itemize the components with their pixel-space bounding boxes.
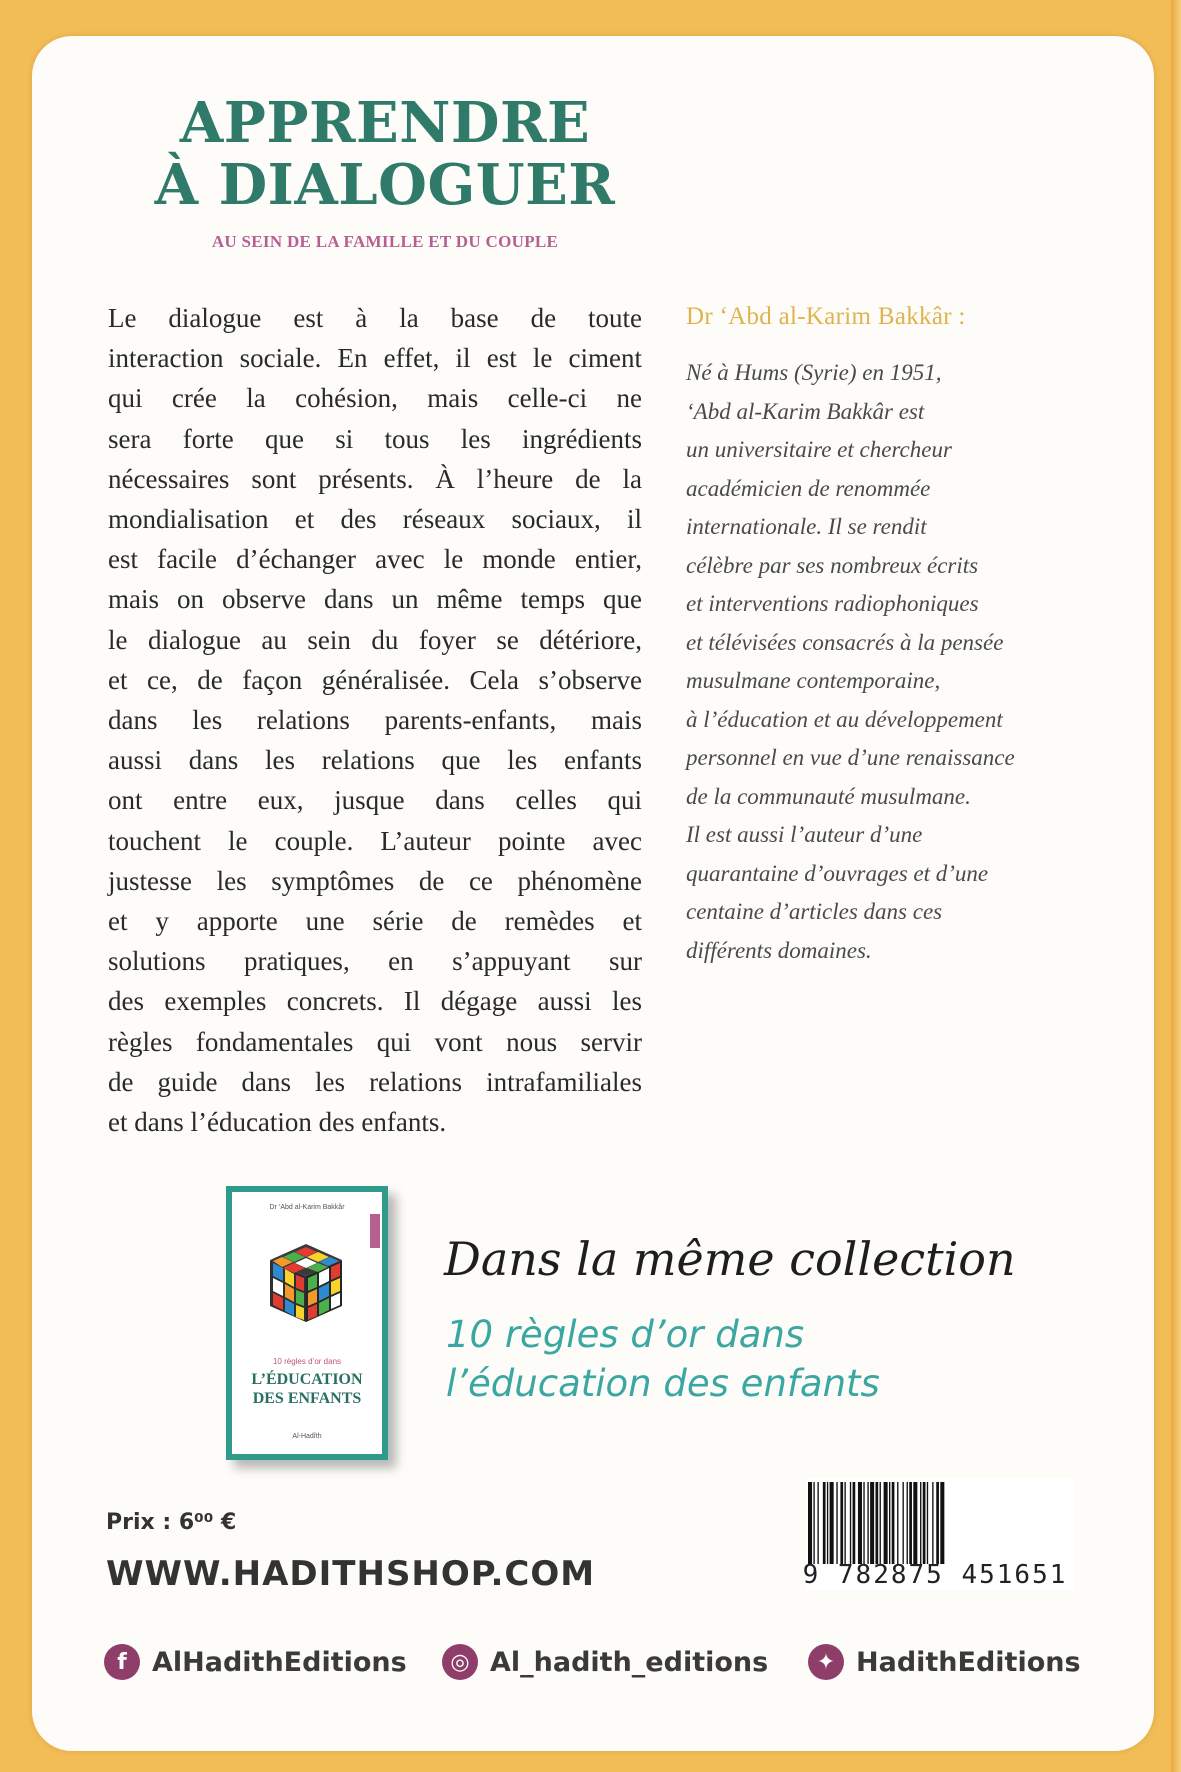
description-line: interaction sociale. En effet, il est le ciment — [108, 343, 642, 374]
author-bio-line: célèbre par ses nombreux écrits — [686, 552, 979, 578]
author-bio-line: personnel en vue d’une renaissance — [686, 745, 1015, 770]
barcode-bar — [932, 1482, 933, 1564]
barcode-bar — [853, 1482, 856, 1564]
description-line: est facile d’échanger avec le monde entier, — [108, 544, 642, 575]
price-label: Prix : 6⁰⁰ € — [106, 1510, 237, 1535]
barcode-bar — [892, 1482, 895, 1564]
description-line: et dans l’éducation des enfants. — [108, 1107, 447, 1138]
thumbnail-kicker: 10 règles d’or dans — [272, 1357, 342, 1366]
author-bio-line: de la communauté musulmane. — [686, 783, 971, 809]
collection-book-line-2: l’éducation des enfants — [446, 1362, 880, 1405]
thumbnail-publisher: Al-Hadîth — [292, 1433, 322, 1440]
social-label-instagram: Al_hadith_editions — [490, 1646, 769, 1678]
social-link-facebook[interactable] — [104, 1640, 407, 1684]
barcode-bar — [907, 1482, 908, 1564]
barcode-bar — [880, 1482, 881, 1564]
description-line: touchent le couple. L’auteur pointe avec — [108, 825, 642, 856]
description-line: solutions pratiques, en s’appuyant sur — [108, 946, 642, 977]
thumbnail-title-line-2: DES ENFANTS — [252, 1390, 362, 1407]
description-line: nécessaires sont présents. À l’heure de la — [108, 463, 642, 494]
rubiks-cube-icon — [266, 1240, 346, 1326]
barcode-bar — [940, 1482, 944, 1564]
social-link-twitter[interactable] — [808, 1640, 1081, 1684]
description-line: règles fondamentales qui vont nous servir — [108, 1026, 642, 1057]
description-line: ont entre eux, jusque dans celles qui — [108, 785, 642, 816]
description-line: de guide dans les relations intrafamiliales — [108, 1066, 642, 1097]
barcode-bar — [884, 1482, 888, 1564]
thumbnail-title-line-1: L’ÉDUCATION — [251, 1371, 363, 1388]
author-bio-line: Né à Hums (Syrie) en 1951, — [686, 360, 942, 385]
author-bio-line: et interventions radiophoniques — [686, 591, 979, 616]
social-link-instagram[interactable] — [442, 1640, 768, 1684]
description-line: mondialisation et des réseaux sociaux, il — [108, 504, 642, 535]
social-label-facebook: AlHadithEditions — [152, 1646, 407, 1678]
description-line: aussi dans les relations que les enfants — [108, 745, 642, 776]
thumbnail-ribbon — [370, 1214, 380, 1248]
website-link[interactable]: WWW.HADITHSHOP.COM — [106, 1554, 596, 1594]
barcode-bar — [920, 1482, 921, 1564]
author-bio-line: et télévisées consacrés à la pensée — [686, 629, 1004, 655]
author-bio-line: à l’éducation et au développement — [686, 706, 1003, 732]
description-line: dans les relations parents-enfants, mais — [108, 705, 642, 736]
collection-book-thumbnail[interactable] — [226, 1186, 388, 1460]
barcode-bar — [927, 1482, 928, 1564]
description-line: justesse les symptômes de ce phénomène — [108, 865, 642, 896]
barcode-bar — [836, 1482, 837, 1564]
facebook-icon: f — [104, 1644, 140, 1680]
author-bio-line: internationale. Il se rendit — [686, 514, 927, 539]
instagram-icon: ◎ — [442, 1644, 478, 1680]
author-bio-line: quarantaine d’ouvrages et d’une — [686, 860, 989, 886]
author-bio-line: académicien de renommée — [686, 475, 931, 501]
barcode-bar — [889, 1482, 890, 1564]
author-name: Dr ‘Abd al-Karim Bakkâr : — [686, 303, 966, 330]
description-line: mais on observe dans un même temps que — [108, 584, 642, 615]
social-links — [104, 1640, 1104, 1684]
collection-book-title[interactable] — [446, 1310, 1006, 1408]
author-bio-line: Il est aussi l’auteur d’une — [686, 822, 923, 847]
twitter-icon: ✦ — [808, 1644, 844, 1680]
collection-book-line-1: 10 règles d’or dans — [446, 1313, 805, 1356]
book-title — [150, 92, 620, 216]
barcode-bar — [830, 1482, 834, 1564]
barcode-bar — [863, 1482, 864, 1564]
collection-heading: Dans la même collection — [444, 1232, 1016, 1286]
description-line: Le dialogue est à la base de toute — [108, 303, 642, 333]
barcode-bar — [870, 1482, 874, 1564]
barcode-bar — [913, 1482, 917, 1564]
barcode-bar — [844, 1482, 845, 1564]
barcode-bar — [936, 1482, 939, 1564]
barcode-bar — [903, 1482, 904, 1564]
author-bio-line: ‘Abd al-Karim Bakkâr est — [686, 398, 925, 424]
title-line-1: APPRENDRE — [179, 90, 591, 156]
barcode-bar — [813, 1482, 814, 1564]
author-bio-line: musulmane contemporaine, — [686, 668, 941, 693]
description-line: des exemples concrets. Il dégage aussi les — [108, 986, 642, 1017]
barcode-bar — [808, 1482, 812, 1564]
social-label-twitter: HadithEditions — [856, 1646, 1081, 1678]
author-bio — [686, 354, 1106, 970]
barcode-bar — [858, 1482, 862, 1564]
cover-edge — [1171, 0, 1181, 1772]
author-bio-line: un universitaire et chercheur — [686, 437, 952, 462]
description-line: sera forte que si tous les ingrédients — [108, 423, 642, 454]
barcode-bar — [817, 1482, 818, 1564]
description-line: et ce, de façon généralisée. Cela s’observe — [108, 664, 642, 695]
barcode-bar — [897, 1482, 898, 1564]
thumbnail-title — [232, 1370, 382, 1408]
barcode-bar — [876, 1482, 879, 1564]
barcode-bar — [867, 1482, 868, 1564]
thumbnail-author: Dr ‘Abd al-Karim Bakkâr — [269, 1204, 345, 1211]
barcode-bar — [850, 1482, 851, 1564]
description-line: et y apporte une série de remèdes et — [108, 906, 642, 937]
barcode-bar — [827, 1482, 828, 1564]
description-line: qui crée la cohésion, mais celle-ci ne — [108, 383, 642, 414]
barcode-bar — [909, 1482, 912, 1564]
book-description — [108, 298, 642, 1142]
title-line-2: À DIALOGUER — [154, 152, 616, 218]
author-bio-line: centaine d’articles dans ces — [686, 899, 943, 924]
barcode-number: 9 782875 451651 — [802, 1560, 1068, 1590]
barcode-bar — [840, 1482, 843, 1564]
barcode-bar — [823, 1482, 826, 1564]
description-line: le dialogue au sein du foyer se détériore, — [108, 624, 642, 655]
barcode-bar — [923, 1482, 926, 1564]
book-subtitle: AU SEIN DE LA FAMILLE ET DU COUPLE — [211, 232, 559, 251]
author-bio-line: différents domaines. — [686, 937, 872, 963]
